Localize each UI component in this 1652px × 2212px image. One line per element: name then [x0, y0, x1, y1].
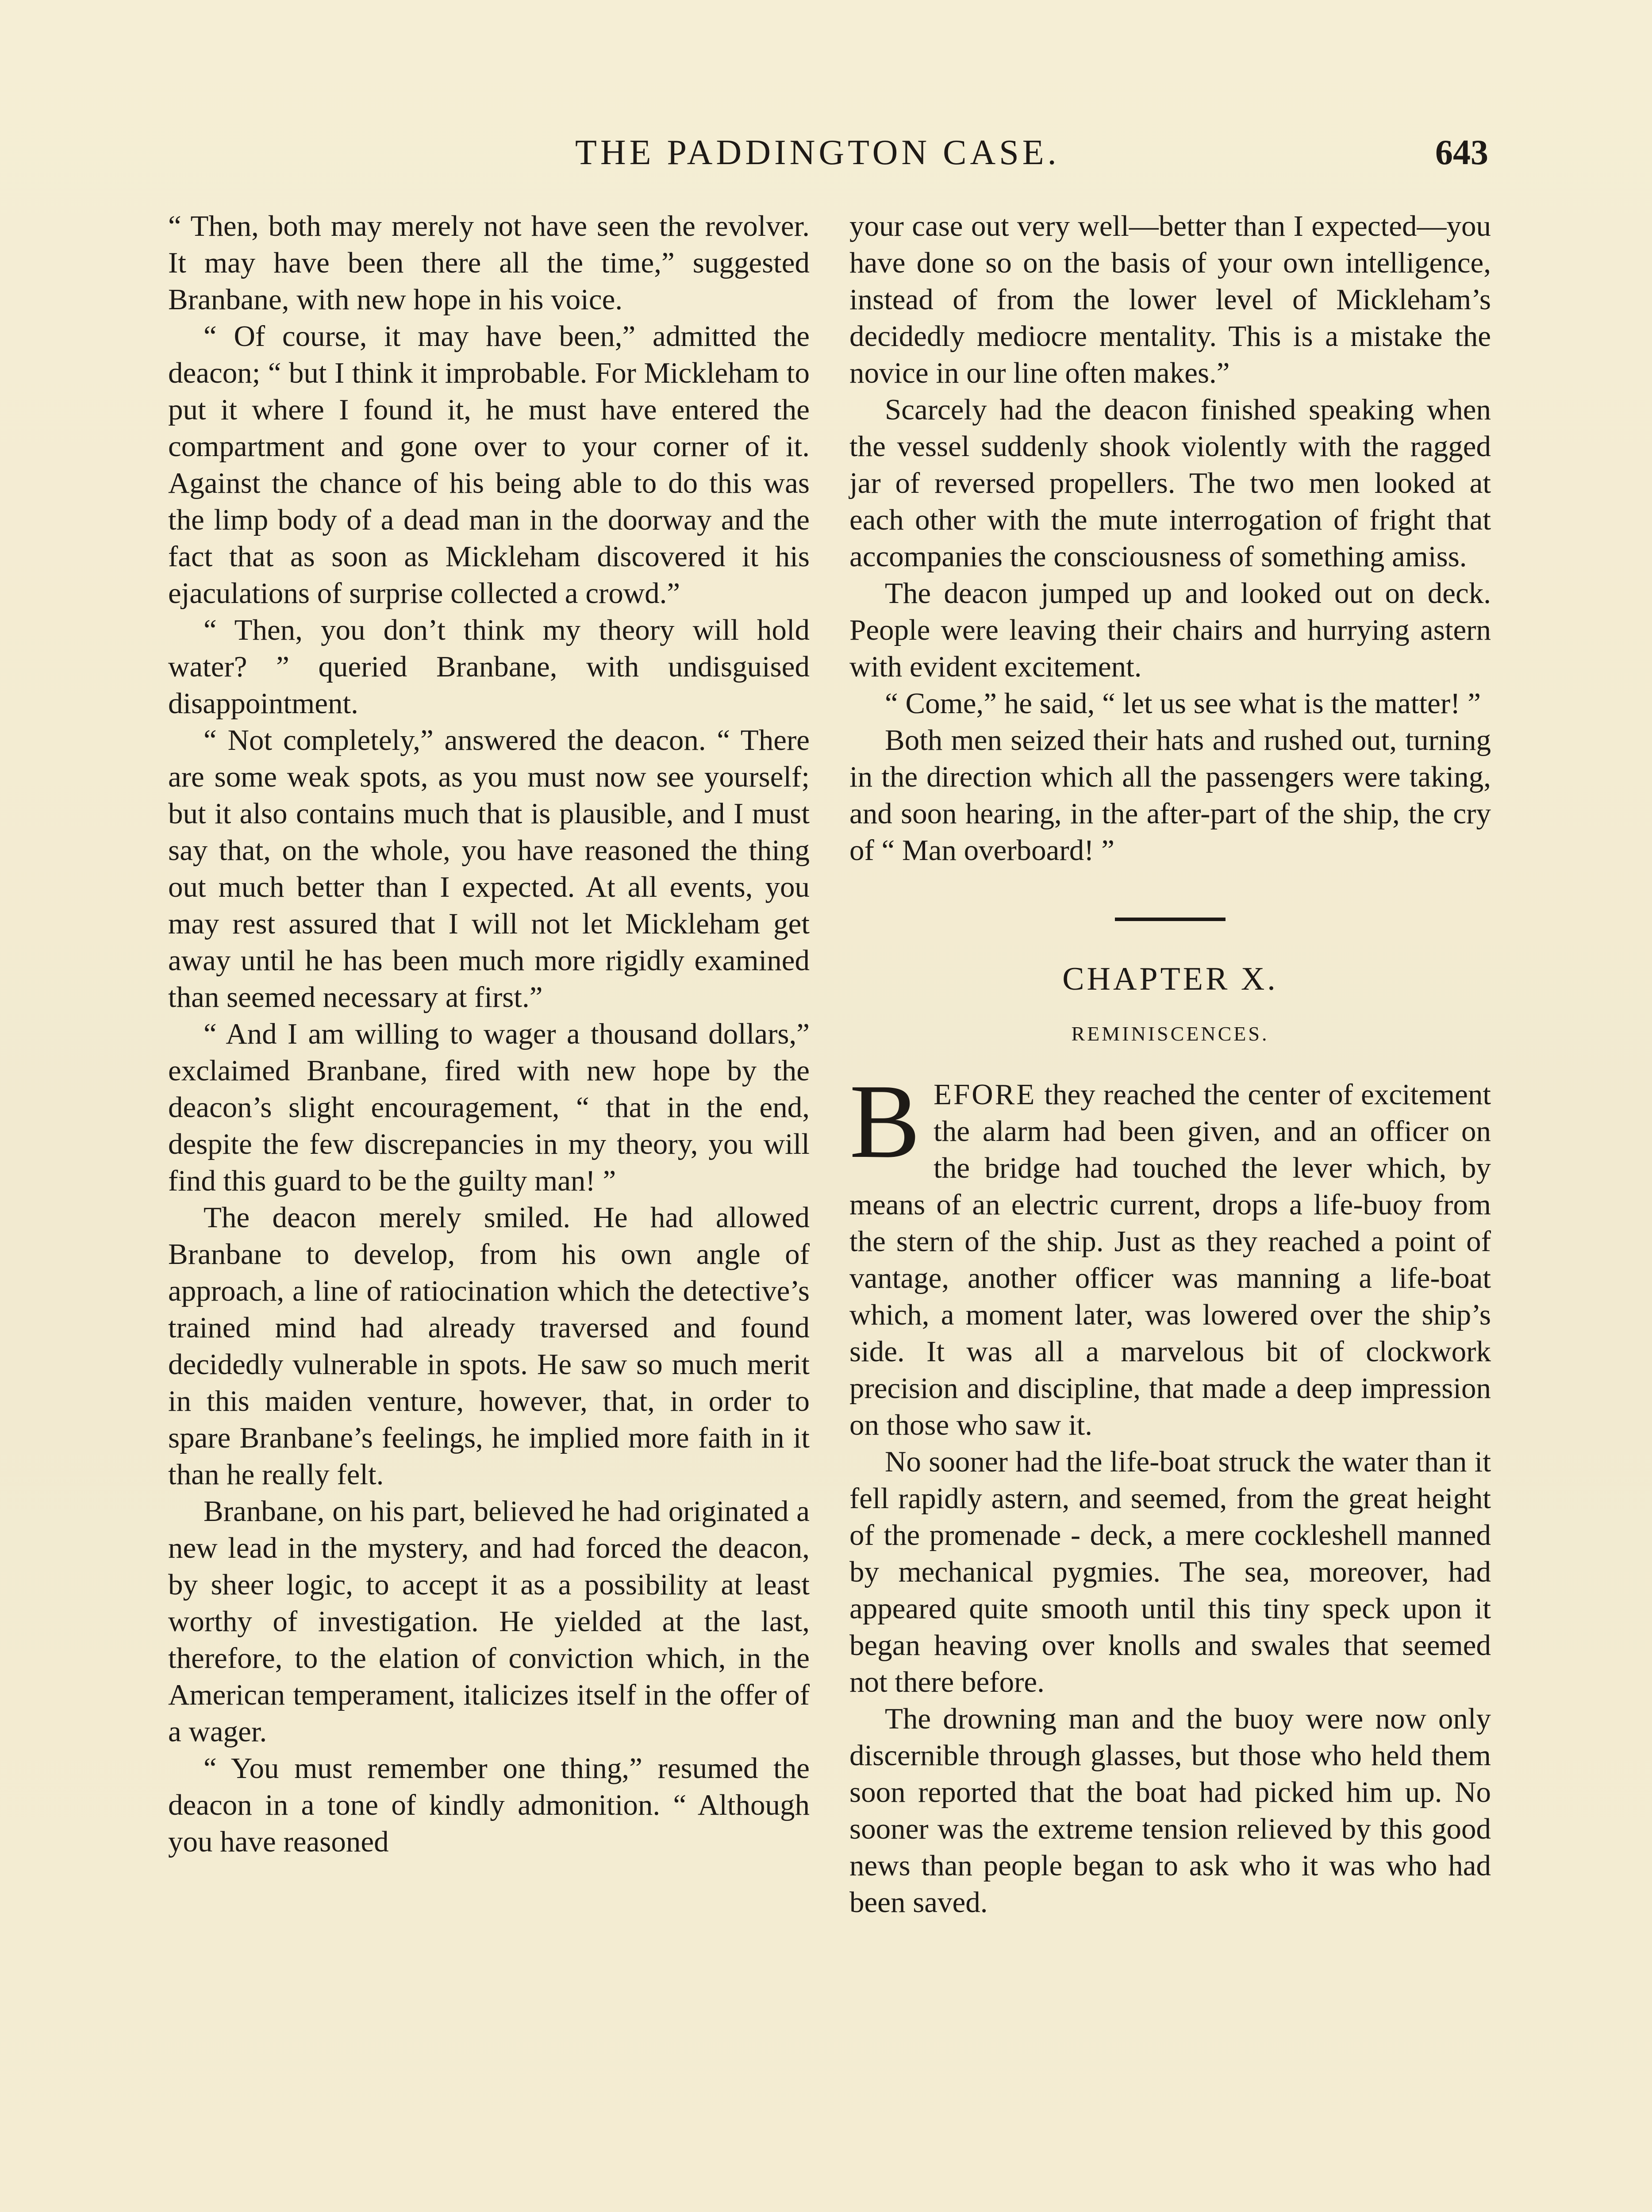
- opening-small-caps: EFORE: [934, 1078, 1037, 1111]
- running-title: THE PADDINGTON CASE.: [575, 133, 1060, 172]
- paragraph: The drowning man and the buoy were now only discernible through glasses, but those who held them soon reported that the boat had picked him up. No sooner was the extreme tension relieved by this good news than people began to ask who it was who had been saved.: [849, 1702, 1491, 1919]
- paragraph: The deacon merely smiled. He had allowed Branbane to develop, from his own angle of approach, a line of ratiocination which the detective’s trained mind had already traversed and found decidedly vulnerable in spots. He saw so much merit in this maiden venture, however, that, in order to spare Branbane’s feelings, he implied more faith in it than he really felt.: [168, 1201, 810, 1491]
- paragraph: Scarcely had the deacon finished speaking when the vessel suddenly shook violently with the ragged jar of reversed propellers. The two men looked at each other with the mute interrogation of fright that accompanies the consciousness of something amiss.: [849, 393, 1491, 573]
- page-number: 643: [1435, 133, 1488, 172]
- left-column: [168, 208, 810, 1860]
- paragraph: “ Of course, it may have been,” admitted the deacon; “ but I think it improbable. For Mickleham to put it where I found it, he must have entered the compartment and gone over to your corner of it. Against the chance of his being able to do this was the limp body of a dead man in the doorway and the fact that as soon as Mickleham discovered it his ejaculations of surprise collected a crowd.”: [168, 320, 810, 610]
- paragraph: your case out very well—better than I expected—you have done so on the basis of your own intelligence, instead of from the lower level of Mickleham’s decidedly mediocre mentality. This is a mistake the novice in our line often makes.”: [849, 210, 1491, 389]
- chapter-subtitle: REMINISCENCES.: [1071, 1022, 1269, 1045]
- drop-cap: B: [849, 1062, 921, 1180]
- chapter-title: CHAPTER X.: [1062, 961, 1278, 997]
- paragraph: “ And I am willing to wager a thousand dollars,” exclaimed Branbane, fired with new hope by the deacon’s slight encouragement, “ that in the end, despite the few discrepancies in my theory, you will find this guard to be the guilty man! ”: [168, 1018, 810, 1197]
- paragraph: “ Then, you don’t think my theory will hold water? ” queried Branbane, with undisguised disappointment.: [168, 614, 810, 720]
- paragraph: Branbane, on his part, believed he had originated a new lead in the mystery, and had forced the deacon, by sheer logic, to accept it as a possibility at least worthy of investigation. He yielded at the last, therefore, to the elation of conviction which, in the American temperament, italicizes itself in the offer of a wager.: [168, 1495, 810, 1748]
- paragraph: “ Not completely,” answered the deacon. “ There are some weak spots, as you must now see yourself; but it also contains much that is plausible, and I must say that, on the whole, you have reasoned the thing out much better than I expected. At all events, you may rest assured that I will not let Mickleham get away until he has been much more rigidly examined than seemed necessary at first.”: [168, 724, 810, 1014]
- paragraph: The deacon jumped up and looked out on deck. People were leaving their chairs and hurrying astern with evident excitement.: [849, 577, 1491, 683]
- chapter-opening-paragraph: [849, 1062, 1491, 1444]
- paragraph: No sooner had the life-boat struck the water than it fell rapidly astern, and seemed, from the great height of the promenade - deck, a mere cockleshell manned by mechanical pygmies. The sea, moreover, had appeared quite smooth until this tiny speck upon it began heaving over knolls and swales that seemed not there before.: [849, 1445, 1491, 1698]
- paragraph: “ Come,” he said, “ let us see what is the matter! ”: [885, 687, 1481, 720]
- section-divider: [1115, 918, 1226, 921]
- opening-text: they reached the center of excitement the alarm had been given, and an officer on the bridge had touched the lever which, by means of an electric current, drops a life-buoy from the stern of the ship. Just as they reached a point of vantage, another officer was manning a life-boat which, a moment later, was lowered over the ship’s side. It was all a marvelous bit of clockwork precision and discipline, that made a deep impression on those who saw it.: [849, 1078, 1491, 1441]
- paragraph: “ Then, both may merely not have seen the revolver. It may have been there all the time,” suggested Branbane, with new hope in his voice.: [168, 210, 810, 316]
- paragraph: Both men seized their hats and rushed out, turning in the direction which all the passengers were taking, and soon hearing, in the after-part of the ship, the cry of “ Man overboard! ”: [849, 724, 1491, 867]
- right-column: [849, 208, 1491, 1921]
- paragraph: “ You must remember one thing,” resumed the deacon in a tone of kindly admonition. “ Although you have reasoned: [168, 1752, 810, 1858]
